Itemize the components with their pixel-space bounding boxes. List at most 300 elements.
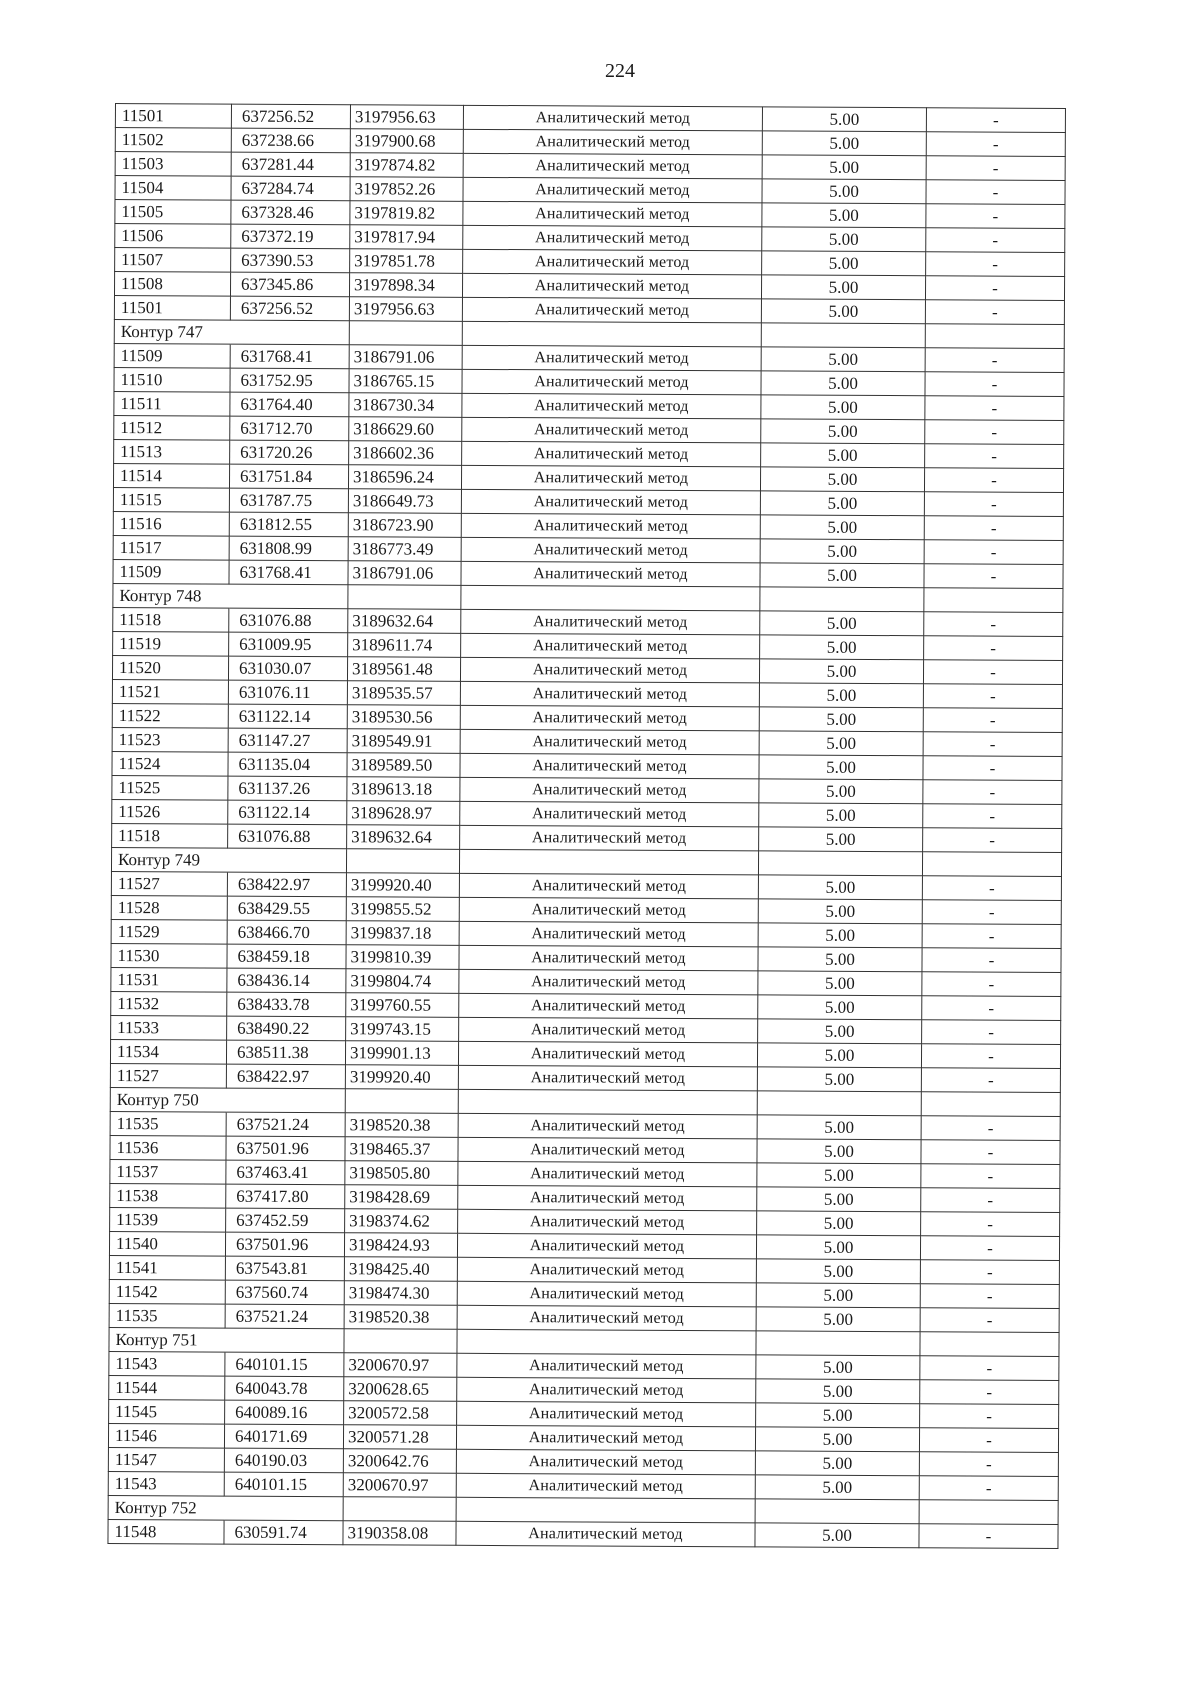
method-cell: Аналитический метод <box>457 1305 756 1331</box>
method-cell: Аналитический метод <box>461 633 760 659</box>
empty-cell <box>456 1497 755 1523</box>
y-coordinate-cell: 3189632.64 <box>348 609 461 634</box>
point-id-cell: 11524 <box>112 751 228 776</box>
point-id-cell: 11536 <box>110 1135 226 1160</box>
y-coordinate-cell: 3186723.90 <box>348 513 461 538</box>
accuracy-cell: 5.00 <box>757 1211 921 1236</box>
method-cell: Аналитический метод <box>458 1161 757 1187</box>
accuracy-cell: 5.00 <box>756 1355 920 1380</box>
y-coordinate-cell: 3198424.93 <box>344 1233 457 1258</box>
accuracy-cell: 5.00 <box>759 731 923 756</box>
point-id-cell: 11514 <box>113 463 229 488</box>
empty-cell <box>343 1497 456 1522</box>
point-id-cell: 11539 <box>110 1207 226 1232</box>
y-coordinate-cell: 3197874.82 <box>350 153 463 178</box>
y-coordinate-cell: 3186791.06 <box>349 345 462 370</box>
contour-label: Контур 752 <box>108 1495 224 1520</box>
y-coordinate-cell: 3200670.97 <box>344 1353 457 1378</box>
point-id-cell: 11521 <box>112 679 228 704</box>
method-cell: Аналитический метод <box>463 153 762 179</box>
coordinates-table-wrapper <box>107 103 1055 1549</box>
method-cell: Аналитический метод <box>457 1257 756 1283</box>
point-id-cell: 11513 <box>114 439 230 464</box>
contour-label: Контур 751 <box>109 1327 225 1352</box>
y-coordinate-cell: 3189535.57 <box>347 681 460 706</box>
accuracy-cell: 5.00 <box>760 563 924 588</box>
dash-cell: - <box>920 1284 1059 1309</box>
y-coordinate-cell: 3186730.34 <box>349 393 462 418</box>
dash-cell: - <box>921 1140 1060 1165</box>
accuracy-cell: 5.00 <box>762 203 926 228</box>
x-coordinate-cell: 637521.24 <box>226 1112 345 1137</box>
dash-cell: - <box>923 732 1062 757</box>
accuracy-cell: 5.00 <box>761 299 925 324</box>
method-cell: Аналитический метод <box>457 1353 756 1379</box>
point-id-cell: 11544 <box>109 1375 225 1400</box>
accuracy-cell: 5.00 <box>757 1163 921 1188</box>
y-coordinate-cell: 3189613.18 <box>347 777 460 802</box>
dash-cell: - <box>924 468 1063 493</box>
method-cell: Аналитический метод <box>461 561 760 587</box>
x-coordinate-cell: 631768.41 <box>229 560 348 585</box>
method-cell: Аналитический метод <box>459 873 758 899</box>
point-id-cell: 11510 <box>114 367 230 392</box>
dash-cell: - <box>926 228 1065 253</box>
empty-cell <box>921 1092 1060 1117</box>
dash-cell: - <box>920 1356 1059 1381</box>
y-coordinate-cell: 3199920.40 <box>346 873 459 898</box>
y-coordinate-cell: 3200571.28 <box>343 1425 456 1450</box>
x-coordinate-cell: 637328.46 <box>231 200 350 225</box>
y-coordinate-cell: 3186791.06 <box>348 561 461 586</box>
method-cell: Аналитический метод <box>457 1281 756 1307</box>
dash-cell: - <box>925 372 1064 397</box>
empty-cell <box>760 587 924 612</box>
y-coordinate-cell: 3189589.50 <box>347 753 460 778</box>
empty-cell <box>924 588 1063 613</box>
method-cell: Аналитический метод <box>456 1473 755 1499</box>
method-cell: Аналитический метод <box>461 609 760 635</box>
y-coordinate-cell: 3186629.60 <box>349 417 462 442</box>
dash-cell: - <box>925 420 1064 445</box>
y-coordinate-cell: 3199901.13 <box>345 1041 458 1066</box>
empty-cell <box>461 585 760 611</box>
y-coordinate-cell: 3198428.69 <box>345 1185 458 1210</box>
method-cell: Аналитический метод <box>462 393 761 419</box>
dash-cell: - <box>921 1044 1060 1069</box>
y-coordinate-cell: 3186765.15 <box>349 369 462 394</box>
dash-cell: - <box>924 564 1063 589</box>
point-row <box>108 1519 1058 1548</box>
dash-cell: - <box>922 876 1061 901</box>
accuracy-cell: 5.00 <box>762 131 926 156</box>
dash-cell: - <box>921 1188 1060 1213</box>
contour-label: Контур 748 <box>113 583 229 608</box>
dash-cell: - <box>926 180 1065 205</box>
y-coordinate-cell: 3197819.82 <box>350 201 463 226</box>
empty-cell <box>756 1331 920 1356</box>
y-coordinate-cell: 3199920.40 <box>345 1065 458 1090</box>
x-coordinate-cell: 637463.41 <box>226 1160 345 1185</box>
empty-cell <box>925 324 1064 349</box>
y-coordinate-cell: 3197900.68 <box>350 129 463 154</box>
point-id-cell: 11517 <box>113 535 229 560</box>
method-cell: Аналитический метод <box>461 489 760 515</box>
dash-cell: - <box>924 612 1063 637</box>
empty-cell <box>226 1088 345 1113</box>
x-coordinate-cell: 638436.14 <box>227 968 346 993</box>
empty-cell <box>224 1496 343 1521</box>
point-id-cell: 11529 <box>111 919 227 944</box>
x-coordinate-cell: 631122.14 <box>228 800 347 825</box>
y-coordinate-cell: 3197852.26 <box>350 177 463 202</box>
accuracy-cell: 5.00 <box>755 1475 919 1500</box>
empty-cell <box>757 1091 921 1116</box>
y-coordinate-cell: 3199760.55 <box>346 993 459 1018</box>
point-id-cell: 11501 <box>115 104 231 129</box>
empty-cell <box>225 1328 344 1353</box>
accuracy-cell: 5.00 <box>755 1523 919 1548</box>
empty-cell <box>755 1499 919 1524</box>
point-id-cell: 11526 <box>112 799 228 824</box>
contour-label: Контур 749 <box>111 847 227 872</box>
empty-cell <box>922 852 1061 877</box>
point-id-cell: 11505 <box>115 200 231 225</box>
point-id-cell: 11546 <box>108 1423 224 1448</box>
dash-cell: - <box>925 396 1064 421</box>
dash-cell: - <box>919 1476 1058 1501</box>
method-cell: Аналитический метод <box>463 105 762 131</box>
dash-cell: - <box>923 756 1062 781</box>
point-id-cell: 11501 <box>114 295 230 320</box>
x-coordinate-cell: 637345.86 <box>230 272 349 297</box>
method-cell: Аналитический метод <box>460 657 759 683</box>
method-cell: Аналитический метод <box>460 729 759 755</box>
method-cell: Аналитический метод <box>458 1065 757 1091</box>
accuracy-cell: 5.00 <box>758 875 922 900</box>
y-coordinate-cell: 3197851.78 <box>350 249 463 274</box>
accuracy-cell: 5.00 <box>758 1019 922 1044</box>
method-cell: Аналитический метод <box>456 1449 755 1475</box>
accuracy-cell: 5.00 <box>758 923 922 948</box>
y-coordinate-cell: 3189549.91 <box>347 729 460 754</box>
point-id-cell: 11504 <box>115 176 231 201</box>
point-id-cell: 11535 <box>110 1111 226 1136</box>
dash-cell: - <box>924 492 1063 517</box>
point-id-cell: 11547 <box>108 1447 224 1472</box>
y-coordinate-cell: 3197956.63 <box>350 105 463 130</box>
empty-cell <box>919 1500 1058 1525</box>
method-cell: Аналитический метод <box>459 969 758 995</box>
point-id-cell: 11540 <box>109 1231 225 1256</box>
point-id-cell: 11537 <box>110 1159 226 1184</box>
x-coordinate-cell: 631752.95 <box>230 368 349 393</box>
x-coordinate-cell: 637521.24 <box>225 1304 344 1329</box>
dash-cell: - <box>923 708 1062 733</box>
method-cell: Аналитический метод <box>463 201 762 227</box>
accuracy-cell: 5.00 <box>757 1139 921 1164</box>
x-coordinate-cell: 631137.26 <box>228 776 347 801</box>
method-cell: Аналитический метод <box>460 753 759 779</box>
dash-cell: - <box>919 1452 1058 1477</box>
x-coordinate-cell: 631812.55 <box>229 512 348 537</box>
y-coordinate-cell: 3189530.56 <box>347 705 460 730</box>
accuracy-cell: 5.00 <box>759 827 923 852</box>
x-coordinate-cell: 640101.15 <box>224 1472 343 1497</box>
method-cell: Аналитический метод <box>459 1017 758 1043</box>
accuracy-cell: 5.00 <box>759 803 923 828</box>
method-cell: Аналитический метод <box>457 1401 756 1427</box>
x-coordinate-cell: 631764.40 <box>230 392 349 417</box>
method-cell: Аналитический метод <box>459 993 758 1019</box>
dash-cell: - <box>926 252 1065 277</box>
point-id-cell: 11507 <box>115 248 231 273</box>
accuracy-cell: 5.00 <box>760 635 924 660</box>
y-coordinate-cell: 3190358.08 <box>343 1521 456 1546</box>
empty-cell <box>349 321 462 346</box>
method-cell: Аналитический метод <box>458 1185 757 1211</box>
point-id-cell: 11538 <box>110 1183 226 1208</box>
y-coordinate-cell: 3186602.36 <box>349 441 462 466</box>
accuracy-cell: 5.00 <box>759 779 923 804</box>
y-coordinate-cell: 3200628.65 <box>344 1377 457 1402</box>
empty-cell <box>920 1332 1059 1357</box>
y-coordinate-cell: 3198374.62 <box>345 1209 458 1234</box>
empty-cell <box>761 323 925 348</box>
y-coordinate-cell: 3197898.34 <box>349 273 462 298</box>
point-id-cell: 11543 <box>108 1471 224 1496</box>
x-coordinate-cell: 637501.96 <box>225 1232 344 1257</box>
dash-cell: - <box>923 684 1062 709</box>
empty-cell <box>758 851 922 876</box>
point-id-cell: 11535 <box>109 1303 225 1328</box>
x-coordinate-cell: 631076.88 <box>229 608 348 633</box>
x-coordinate-cell: 631122.14 <box>228 704 347 729</box>
dash-cell: - <box>926 156 1065 181</box>
dash-cell: - <box>926 204 1065 229</box>
x-coordinate-cell: 631030.07 <box>228 656 347 681</box>
dash-cell: - <box>922 900 1061 925</box>
x-coordinate-cell: 637238.66 <box>231 128 350 153</box>
accuracy-cell: 5.00 <box>757 1067 921 1092</box>
empty-cell <box>457 1329 756 1355</box>
y-coordinate-cell: 3189632.64 <box>347 825 460 850</box>
x-coordinate-cell: 637390.53 <box>231 248 350 273</box>
point-id-cell: 11506 <box>115 224 231 249</box>
accuracy-cell: 5.00 <box>760 515 924 540</box>
point-id-cell: 11522 <box>112 703 228 728</box>
accuracy-cell: 5.00 <box>756 1235 920 1260</box>
point-id-cell: 11502 <box>115 128 231 153</box>
dash-cell: - <box>921 1068 1060 1093</box>
accuracy-cell: 5.00 <box>758 947 922 972</box>
x-coordinate-cell: 637560.74 <box>225 1280 344 1305</box>
y-coordinate-cell: 3199804.74 <box>346 969 459 994</box>
accuracy-cell: 5.00 <box>759 707 923 732</box>
y-coordinate-cell: 3200670.97 <box>343 1473 456 1498</box>
method-cell: Аналитический метод <box>460 681 759 707</box>
point-id-cell: 11518 <box>113 607 229 632</box>
coordinates-table-body <box>108 104 1066 1549</box>
empty-cell <box>348 585 461 610</box>
dash-cell: - <box>921 1164 1060 1189</box>
point-id-cell: 11543 <box>109 1351 225 1376</box>
dash-cell: - <box>920 1404 1059 1429</box>
x-coordinate-cell: 631135.04 <box>228 752 347 777</box>
accuracy-cell: 5.00 <box>758 971 922 996</box>
empty-cell <box>230 320 349 345</box>
method-cell: Аналитический метод <box>458 1041 757 1067</box>
empty-cell <box>227 848 346 873</box>
method-cell: Аналитический метод <box>458 1209 757 1235</box>
point-id-cell: 11512 <box>114 415 230 440</box>
empty-cell <box>459 849 758 875</box>
y-coordinate-cell: 3186596.24 <box>348 465 461 490</box>
method-cell: Аналитический метод <box>457 1377 756 1403</box>
dash-cell: - <box>922 948 1061 973</box>
method-cell: Аналитический метод <box>460 777 759 803</box>
accuracy-cell: 5.00 <box>759 659 923 684</box>
x-coordinate-cell: 638429.55 <box>227 896 346 921</box>
empty-cell <box>462 321 761 347</box>
accuracy-cell: 5.00 <box>756 1283 920 1308</box>
point-id-cell: 11527 <box>111 871 227 896</box>
point-id-cell: 11508 <box>114 272 230 297</box>
x-coordinate-cell: 637281.44 <box>231 152 350 177</box>
method-cell: Аналитический метод <box>457 1233 756 1259</box>
dash-cell: - <box>923 780 1062 805</box>
accuracy-cell: 5.00 <box>761 395 925 420</box>
point-id-cell: 11518 <box>112 823 228 848</box>
dash-cell: - <box>922 972 1061 997</box>
point-id-cell: 11509 <box>114 343 230 368</box>
y-coordinate-cell: 3200642.76 <box>343 1449 456 1474</box>
y-coordinate-cell: 3189561.48 <box>347 657 460 682</box>
accuracy-cell: 5.00 <box>761 347 925 372</box>
empty-cell <box>229 584 348 609</box>
point-id-cell: 11527 <box>110 1063 226 1088</box>
x-coordinate-cell: 638459.18 <box>227 944 346 969</box>
x-coordinate-cell: 631009.95 <box>229 632 348 657</box>
point-id-cell: 11516 <box>113 511 229 536</box>
method-cell: Аналитический метод <box>460 705 759 731</box>
accuracy-cell: 5.00 <box>759 755 923 780</box>
accuracy-cell: 5.00 <box>762 155 926 180</box>
x-coordinate-cell: 637543.81 <box>225 1256 344 1281</box>
point-id-cell: 11523 <box>112 727 228 752</box>
point-id-cell: 11519 <box>113 631 229 656</box>
y-coordinate-cell: 3199837.18 <box>346 921 459 946</box>
accuracy-cell: 5.00 <box>757 1043 921 1068</box>
dash-cell: - <box>921 1212 1060 1237</box>
x-coordinate-cell: 638466.70 <box>227 920 346 945</box>
y-coordinate-cell: 3198465.37 <box>345 1137 458 1162</box>
method-cell: Аналитический метод <box>463 129 762 155</box>
dash-cell: - <box>920 1236 1059 1261</box>
x-coordinate-cell: 637417.80 <box>226 1184 345 1209</box>
accuracy-cell: 5.00 <box>762 251 926 276</box>
method-cell: Аналитический метод <box>456 1521 755 1547</box>
x-coordinate-cell: 638511.38 <box>226 1040 345 1065</box>
empty-cell <box>346 849 459 874</box>
method-cell: Аналитический метод <box>462 273 761 299</box>
x-coordinate-cell: 637256.52 <box>230 296 349 321</box>
accuracy-cell: 5.00 <box>760 491 924 516</box>
dash-cell: - <box>920 1308 1059 1333</box>
method-cell: Аналитический метод <box>458 1137 757 1163</box>
x-coordinate-cell: 637501.96 <box>226 1136 345 1161</box>
y-coordinate-cell: 3198520.38 <box>345 1113 458 1138</box>
y-coordinate-cell: 3186649.73 <box>348 489 461 514</box>
accuracy-cell: 5.00 <box>756 1403 920 1428</box>
point-id-cell: 11528 <box>111 895 227 920</box>
y-coordinate-cell: 3186773.49 <box>348 537 461 562</box>
dash-cell: - <box>919 1524 1058 1549</box>
y-coordinate-cell: 3199810.39 <box>346 945 459 970</box>
accuracy-cell: 5.00 <box>761 419 925 444</box>
x-coordinate-cell: 637284.74 <box>231 176 350 201</box>
accuracy-cell: 5.00 <box>756 1379 920 1404</box>
x-coordinate-cell: 631787.75 <box>229 488 348 513</box>
y-coordinate-cell: 3198520.38 <box>344 1305 457 1330</box>
dash-cell: - <box>923 804 1062 829</box>
x-coordinate-cell: 631751.84 <box>229 464 348 489</box>
dash-cell: - <box>925 276 1064 301</box>
point-id-cell: 11542 <box>109 1279 225 1304</box>
dash-cell: - <box>926 132 1065 157</box>
dash-cell: - <box>922 996 1061 1021</box>
method-cell: Аналитический метод <box>463 249 762 275</box>
point-id-cell: 11545 <box>109 1399 225 1424</box>
y-coordinate-cell: 3198505.80 <box>345 1161 458 1186</box>
dash-cell: - <box>920 1380 1059 1405</box>
method-cell: Аналитический метод <box>462 417 761 443</box>
accuracy-cell: 5.00 <box>755 1451 919 1476</box>
accuracy-cell: 5.00 <box>757 1187 921 1212</box>
x-coordinate-cell: 637452.59 <box>226 1208 345 1233</box>
method-cell: Аналитический метод <box>460 825 759 851</box>
dash-cell: - <box>924 540 1063 565</box>
method-cell: Аналитический метод <box>459 945 758 971</box>
x-coordinate-cell: 631076.11 <box>228 680 347 705</box>
method-cell: Аналитический метод <box>460 801 759 827</box>
y-coordinate-cell: 3197817.94 <box>350 225 463 250</box>
point-id-cell: 11503 <box>115 152 231 177</box>
x-coordinate-cell: 638490.22 <box>227 1016 346 1041</box>
y-coordinate-cell: 3197956.63 <box>349 297 462 322</box>
point-id-cell: 11548 <box>108 1519 224 1544</box>
x-coordinate-cell: 640190.03 <box>224 1448 343 1473</box>
accuracy-cell: 5.00 <box>762 227 926 252</box>
point-id-cell: 11541 <box>109 1255 225 1280</box>
method-cell: Аналитический метод <box>462 297 761 323</box>
method-cell: Аналитический метод <box>459 897 758 923</box>
x-coordinate-cell: 640101.15 <box>225 1352 344 1377</box>
empty-cell <box>344 1329 457 1354</box>
method-cell: Аналитический метод <box>459 921 758 947</box>
coordinates-table <box>107 103 1066 1549</box>
x-coordinate-cell: 638433.78 <box>227 992 346 1017</box>
accuracy-cell: 5.00 <box>758 995 922 1020</box>
point-id-cell: 11515 <box>113 487 229 512</box>
point-id-cell: 11534 <box>110 1039 226 1064</box>
accuracy-cell: 5.00 <box>760 611 924 636</box>
y-coordinate-cell: 3198474.30 <box>344 1281 457 1306</box>
accuracy-cell: 5.00 <box>762 107 926 132</box>
x-coordinate-cell: 637256.52 <box>231 104 350 129</box>
dash-cell: - <box>925 444 1064 469</box>
dash-cell: - <box>922 924 1061 949</box>
